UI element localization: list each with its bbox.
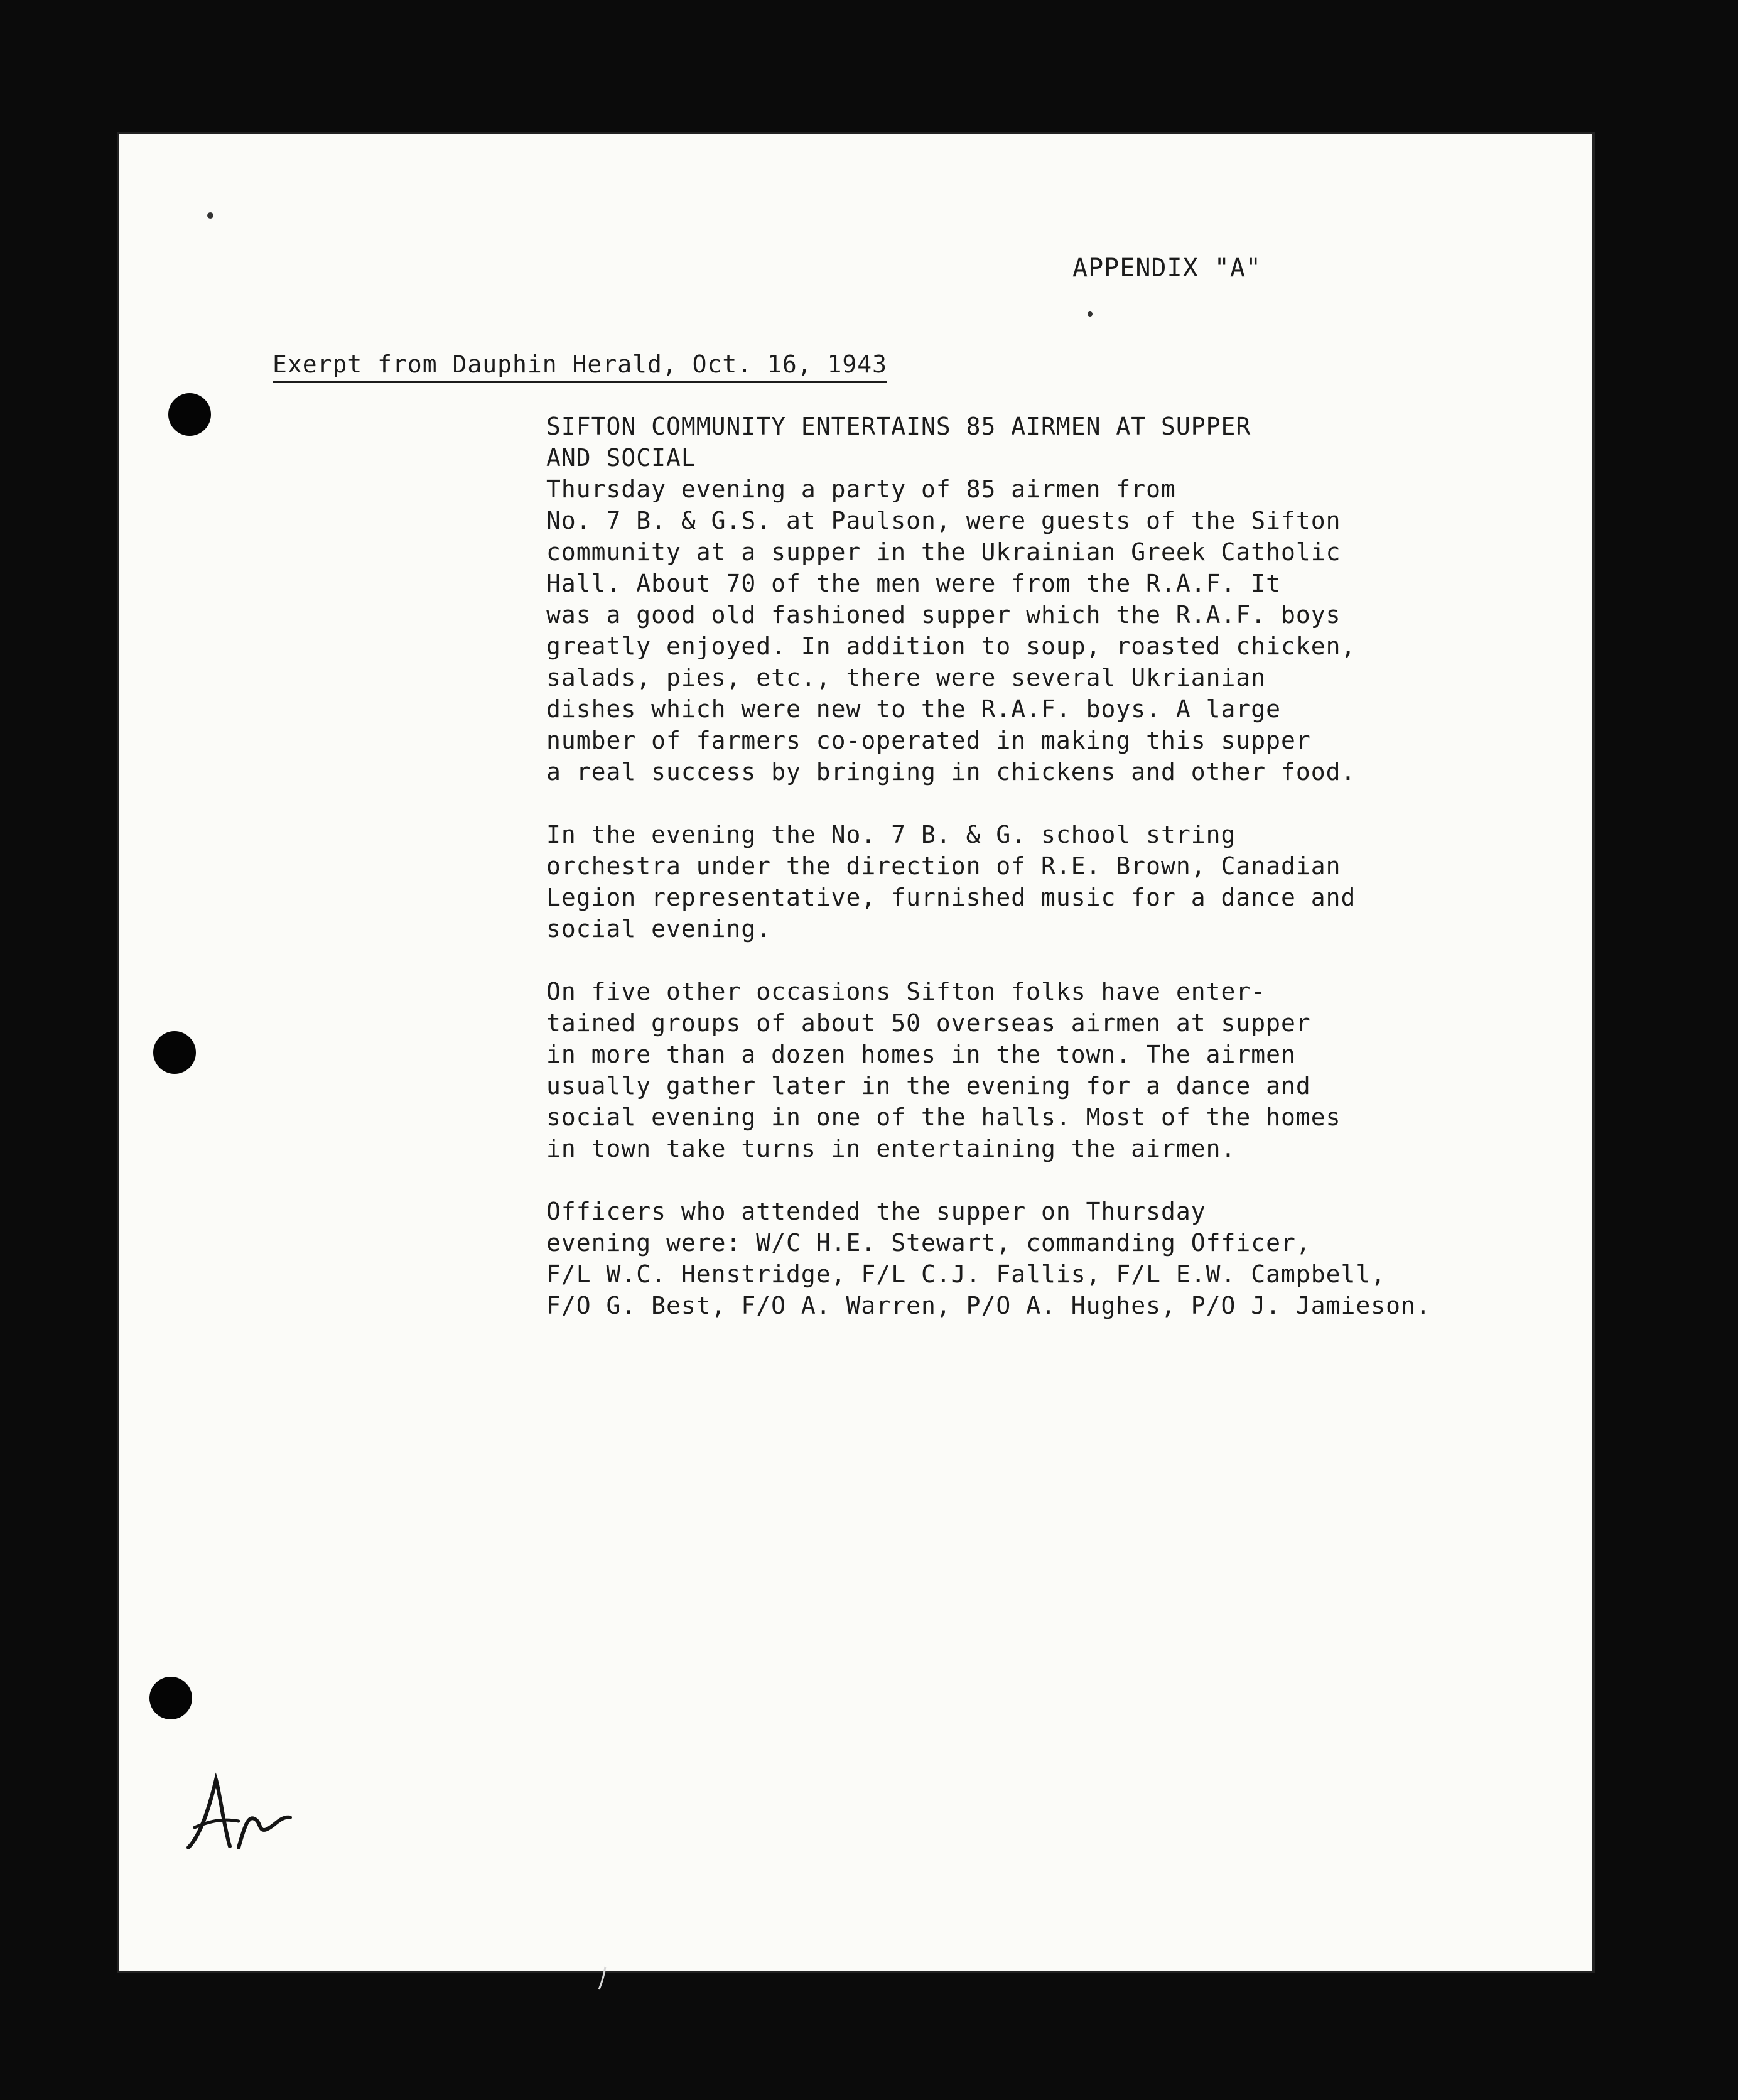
article-paragraph-4: Officers who attended the supper on Thursday evening were: W/C H.E. Stewart, commanding Officer, F/L W.C. Henstridge, F/L C.J. Fallis, F/L E.W. Campbell, F/O G. Best, F/O A. Warren, P/O A. Hughes, P/O J. Jamieson.: [546, 1198, 1431, 1319]
article-paragraph-1: Thursday evening a party of 85 airmen from No. 7 B. & G.S. at Paulson, were guests of the Sifton community at a supper in the Ukrainian Greek Catholic Hall. About 70 of the men were from the R.A.F. It was a good old fashioned supper which the R.A.F. boys greatly enjoyed. In addition to soup, roasted chicken, salads, pies, etc., there were several Ukrianian dishes which were new to the R.A.F. boys. A large number of farmers co-operated in making this supper a real success by bringing in chickens and other food.: [546, 475, 1356, 786]
punch-hole-bottom: [149, 1677, 192, 1719]
speck-mark: [1088, 311, 1093, 317]
source-line: Exerpt from Dauphin Herald, Oct. 16, 1943: [273, 350, 887, 383]
handwritten-initials: [176, 1767, 301, 1861]
document-page: [119, 134, 1592, 1971]
pen-stroke-mark: [596, 1966, 609, 1991]
article: [546, 411, 1513, 1353]
article-paragraph-3: On five other occasions Sifton folks have enter- tained groups of about 50 overseas airmen at supper in more than a dozen homes in the town. The airmen usually gather later in the evening for a dance and social evening in one of the halls. Most of the homes in town take turns in entertaining the airmen.: [546, 978, 1341, 1162]
article-headline: SIFTON COMMUNITY ENTERTAINS 85 AIRMEN AT SUPPER AND SOCIAL: [546, 413, 1251, 472]
speck-mark: [207, 212, 213, 219]
punch-hole-top: [168, 393, 211, 436]
punch-hole-middle: [153, 1031, 196, 1074]
appendix-label: APPENDIX "A": [1072, 254, 1261, 283]
article-paragraph-2: In the evening the No. 7 B. & G. school string orchestra under the direction of R.E. Brown, Canadian Legion representative, furnished music for a dance and social evening.: [546, 821, 1356, 943]
